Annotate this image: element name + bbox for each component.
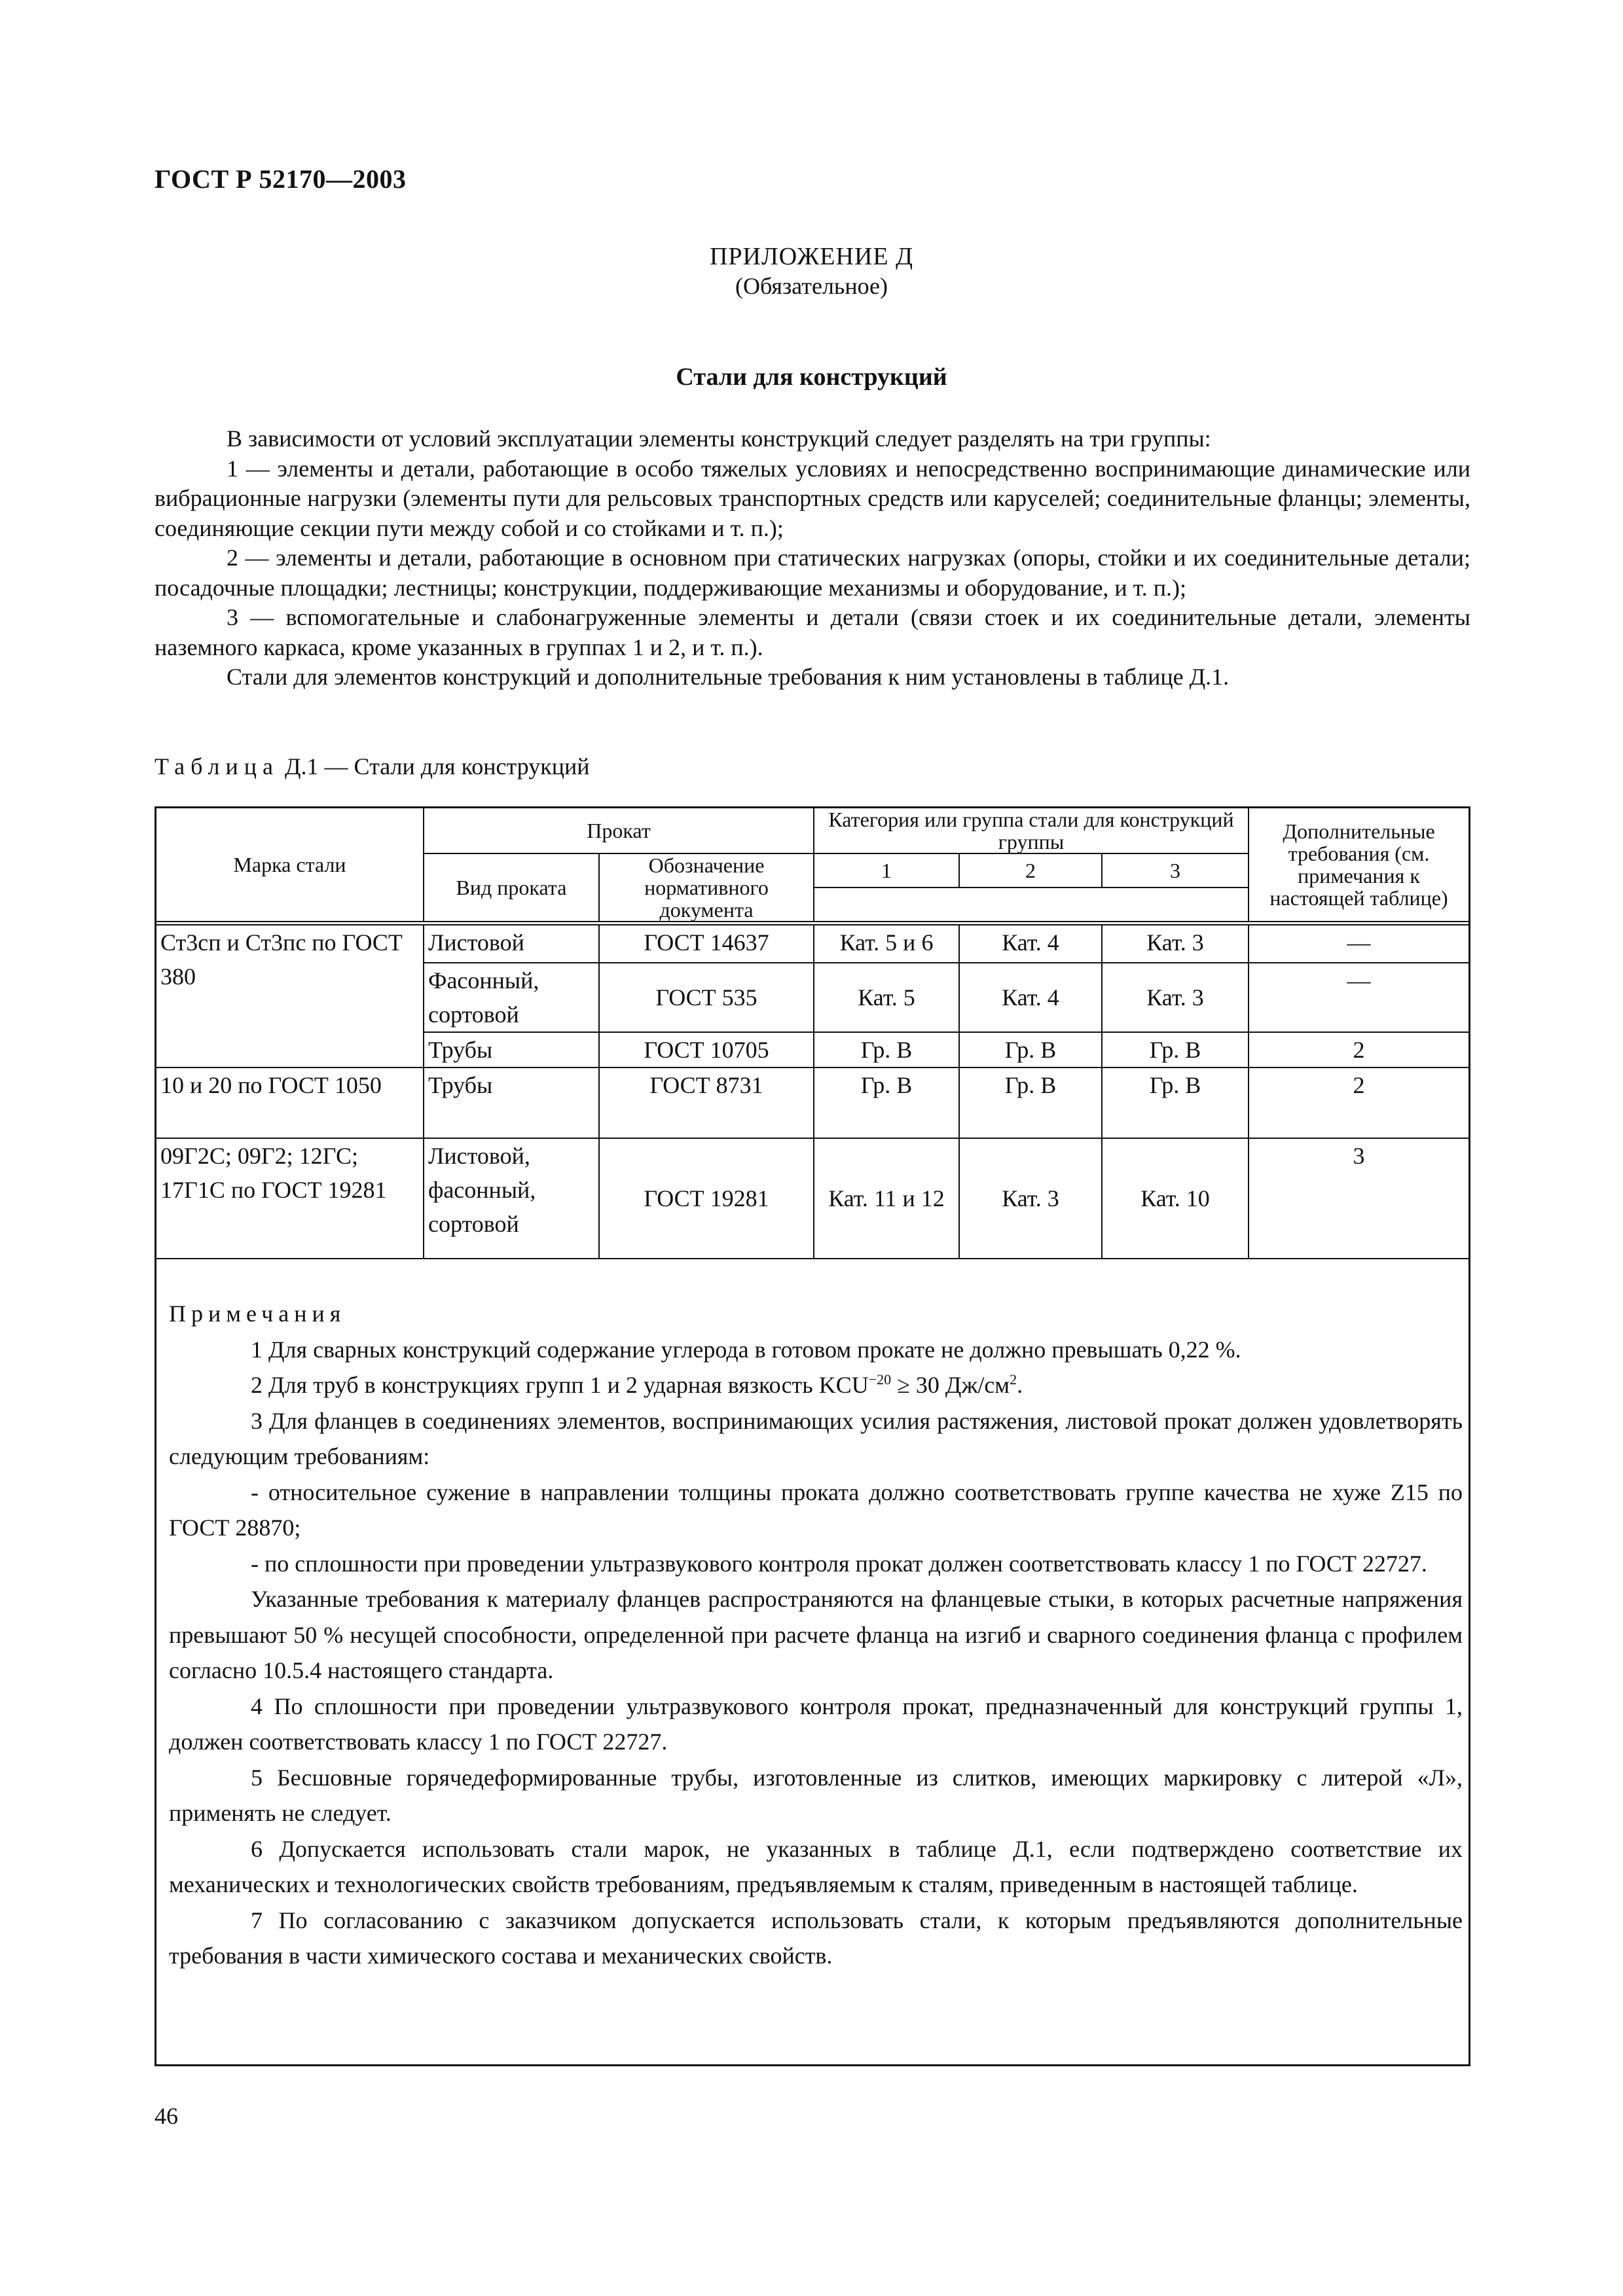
header-group-1: 1 <box>814 853 959 888</box>
table-row <box>156 1138 1468 1259</box>
cell-grade: 09Г2С; 09Г2; 12ГС; 17Г1С по ГОСТ 19281 <box>156 1138 424 1259</box>
note-item: - по сплошности при проведении ультразвукового контроля прокат должен соответствовать классу 1 по ГОСТ 22727. <box>251 1550 1427 1577</box>
header-rolled: Прокат <box>424 808 814 853</box>
intro-paragraph: 2 — элементы и детали, работающие в основном при статических нагрузках (опоры, стойки и их соединительные детали; посадочные площадки; лестницы; конструкции, поддерживающие механизмы и оборудование, и т. п.); <box>155 545 1470 601</box>
note-item <box>155 1367 1470 1403</box>
annex-title: ПРИЛОЖЕНИЕ Д <box>709 243 914 270</box>
note-item: Указанные требования к материалу фланцев распространяются на фланцевые стыки, в которых расчетные напряжения превышают 50 % несущей способности, определенной при расчете фланца на изгиб и сварного соединения фланца с профилем согласно 10.5.4 настоящего стандарта. <box>169 1586 1463 1683</box>
cell-type: Листовой, фасонный, сортовой <box>424 1138 599 1259</box>
note-kcu-sup: −20 <box>868 1371 892 1388</box>
note-item: 5 Бесшовные горячедеформированные трубы, изготовленные из слитков, имеющих маркировку с литерой «Л», применять не следует. <box>169 1764 1463 1826</box>
intro-text <box>155 424 1470 692</box>
header-category: Категория или группа стали для конструкций группы <box>814 808 1249 853</box>
cell-doc: ГОСТ 8731 <box>599 1067 814 1138</box>
cell-g1: Кат. 11 и 12 <box>814 1138 959 1259</box>
cell-extra: — <box>1249 924 1468 963</box>
cell-g1: Гр. В <box>814 1032 959 1067</box>
note-item: 3 Для фланцев в соединениях элементов, воспринимающих усилия растяжения, листовой прокат должен удовлетворять следующим требованиям: <box>169 1407 1463 1469</box>
intro-paragraph: В зависимости от условий эксплуатации элементы конструкций следует разделять на три группы: <box>227 425 1211 452</box>
table-caption-text: Д.1 — Стали для конструкций <box>284 753 590 780</box>
section-title: Стали для конструкций <box>676 363 947 391</box>
header-group-2: 2 <box>959 853 1102 888</box>
cell-type: Трубы <box>424 1032 599 1067</box>
cell-extra: 2 <box>1249 1032 1468 1067</box>
intro-paragraph: Стали для элементов конструкций и дополнительные требования к ним установлены в таблице Д.1. <box>227 664 1230 690</box>
document-code: ГОСТ Р 52170—2003 <box>155 164 407 194</box>
cell-g3: Кат. 3 <box>1102 963 1249 1032</box>
cell-doc: ГОСТ 535 <box>599 963 814 1032</box>
cell-g1: Гр. В <box>814 1067 959 1138</box>
table-caption-label: Таблица <box>155 753 279 780</box>
cell-extra: — <box>1249 963 1468 1032</box>
cell-extra: 2 <box>1249 1067 1468 1138</box>
cell-g2: Кат. 3 <box>959 1138 1102 1259</box>
cell-g2: Кат. 4 <box>959 924 1102 963</box>
cell-g2: Гр. В <box>959 1032 1102 1067</box>
note-item: 1 Для сварных конструкций содержание углерода в готовом прокате не должно превышать 0,22 %. <box>251 1336 1241 1363</box>
header-rolled-type: Вид проката <box>424 853 599 924</box>
note-kcu-text: 2 Для труб в конструкциях групп 1 и 2 ударная вязкость KCU <box>251 1372 869 1398</box>
cell-doc: ГОСТ 14637 <box>599 924 814 963</box>
cell-g3: Гр. В <box>1102 1067 1249 1138</box>
table-notes <box>155 1296 1470 1974</box>
cell-grade: 10 и 20 по ГОСТ 1050 <box>156 1067 424 1138</box>
table-caption <box>155 753 590 780</box>
header-group-3: 3 <box>1102 853 1249 888</box>
cell-g2: Гр. В <box>959 1067 1102 1138</box>
note-kcu-value: ≥ 30 Дж/см <box>897 1372 1010 1398</box>
note-item: 6 Допускается использовать стали марок, не указанных в таблице Д.1, если подтверждено соответствие их механических и технологических свойств требованиям, предъявляемым к сталям, приведенным в настоящей таблице. <box>169 1835 1463 1897</box>
annex-status: (Обязательное) <box>735 273 888 299</box>
header-extra: Дополнительные требования (см. примечания к настоящей таблице) <box>1249 808 1468 924</box>
note-item: 4 По сплошности при проведении ультразвукового контроля прокат, предназначенный для конструкций группы 1, должен соответствовать классу 1 по ГОСТ 22727. <box>169 1693 1463 1755</box>
cell-type: Листовой <box>424 924 599 963</box>
cell-type: Фасонный, сортовой <box>424 963 599 1032</box>
page-number: 46 <box>155 2103 178 2129</box>
cell-g1: Кат. 5 и 6 <box>814 924 959 963</box>
table-row <box>156 924 1468 963</box>
header-grade: Марка стали <box>156 808 424 924</box>
cell-grade: Ст3сп и Ст3пс по ГОСТ 380 <box>156 924 424 1067</box>
note-item: - относительное сужение в направлении толщины проката должно соответствовать группе качества не хуже Z15 по ГОСТ 28870; <box>169 1479 1463 1541</box>
cell-g2: Кат. 4 <box>959 963 1102 1032</box>
cell-type: Трубы <box>424 1067 599 1138</box>
table-row <box>156 1067 1468 1138</box>
cell-g1: Кат. 5 <box>814 963 959 1032</box>
cell-g3: Кат. 3 <box>1102 924 1249 963</box>
header-rolled-doc: Обозначение нормативного документа <box>599 853 814 924</box>
cell-doc: ГОСТ 19281 <box>599 1138 814 1259</box>
notes-heading: Примечания <box>169 1300 346 1327</box>
note-kcu-unit-sup: 2 <box>1010 1371 1017 1388</box>
note-item: 7 По согласованию с заказчиком допускается использовать стали, к которым предъявляются дополнительные требования в части химического состава и механических свойств. <box>169 1907 1463 1969</box>
intro-paragraph: 3 — вспомогательные и слабонагруженные элементы и детали (связи стоек и их соединительные детали, элементы наземного каркаса, кроме указанных в группах 1 и 2, и т. п.). <box>155 604 1470 660</box>
intro-paragraph: 1 — элементы и детали, работающие в особо тяжелых условиях и непосредственно воспринимающие динамические или вибрационные нагрузки (элементы пути для рельсовых транспортных средств или каруселей; соединительные фланцы; элементы, соединяющие секции пути между собой и со стойками и т. п.); <box>155 455 1470 541</box>
note-kcu-end: . <box>1017 1372 1023 1398</box>
cell-g3: Кат. 10 <box>1102 1138 1249 1259</box>
steel-table <box>156 808 1468 1259</box>
cell-doc: ГОСТ 10705 <box>599 1032 814 1067</box>
cell-g3: Гр. В <box>1102 1032 1249 1067</box>
cell-extra: 3 <box>1249 1138 1468 1259</box>
